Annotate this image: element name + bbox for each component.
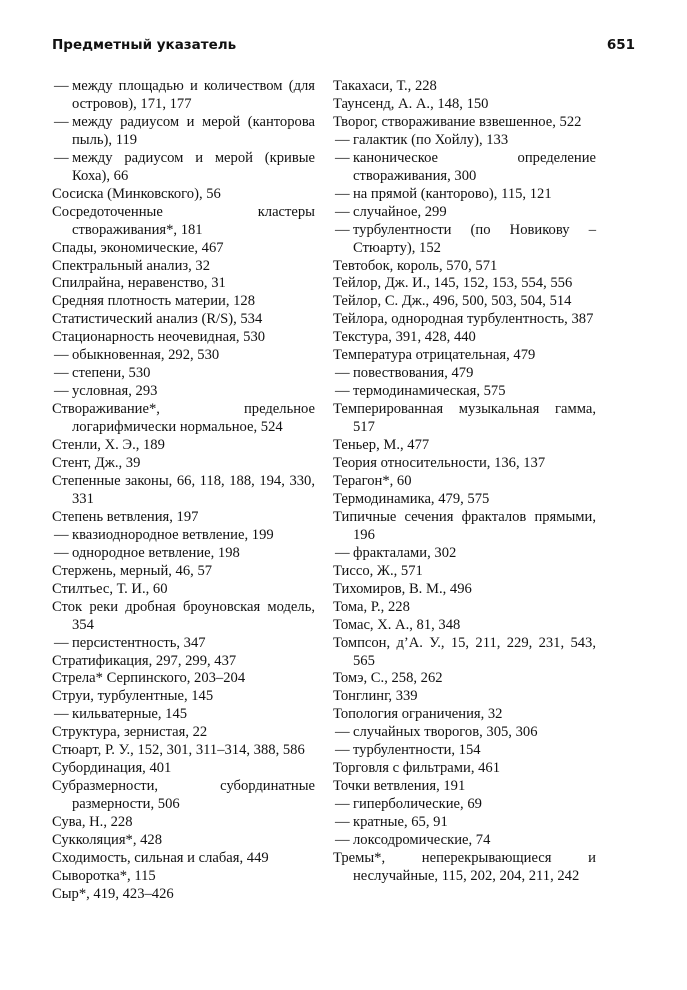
entry-text: Сыворотка*, 115 <box>52 867 156 884</box>
index-entry <box>52 329 315 347</box>
index-entry <box>333 96 596 114</box>
index-entry <box>333 329 596 347</box>
entry-text: Тома, Р., 228 <box>333 598 410 615</box>
subentry-dash: — <box>335 742 350 759</box>
index-entry <box>333 509 596 545</box>
index-entry <box>52 670 315 688</box>
entry-text: Тейлора, однородная турбулентность, 387 <box>333 311 594 328</box>
index-entry <box>52 868 315 886</box>
entry-text: Стратификация, 297, 299, 437 <box>52 652 237 669</box>
entry-text: Створаживание*, предельное логарифмически нормальное, 524 <box>52 401 315 436</box>
entry-text: обыкновенная, 292, 530 <box>72 347 220 364</box>
index-entry <box>333 491 596 509</box>
subentry-dash: — <box>54 544 69 561</box>
entry-text: Степенные законы, 66, 118, 188, 194, 330, 331 <box>52 472 315 507</box>
entry-text: Субординация, 401 <box>52 760 172 777</box>
index-subentry <box>333 742 596 760</box>
index-entry <box>333 293 596 311</box>
entry-text: Спады, экономические, 467 <box>52 239 224 256</box>
subentry-dash: — <box>335 814 350 831</box>
entry-text: Сукколяция*, 428 <box>52 832 163 849</box>
index-subentry <box>333 383 596 401</box>
entry-text: Сток реки дробная броуновская модель, 354 <box>52 598 315 633</box>
index-subentry <box>52 545 315 563</box>
entry-text: Сосиска (Минковского), 56 <box>52 185 221 202</box>
entry-text: Топология ограничения, 32 <box>333 706 503 723</box>
entry-text: персистентность, 347 <box>72 634 206 651</box>
entry-text: условная, 293 <box>72 383 158 400</box>
subentry-dash: — <box>54 526 69 543</box>
index-entry <box>52 688 315 706</box>
subentry-dash: — <box>54 365 69 382</box>
index-entry <box>52 258 315 276</box>
page-number: 651 <box>606 37 635 53</box>
index-subentry <box>52 706 315 724</box>
index-column-left <box>52 78 315 904</box>
index-entry <box>333 706 596 724</box>
index-entry <box>333 401 596 437</box>
index-entry <box>333 311 596 329</box>
entry-text: Стрела* Серпинского, 203–204 <box>52 670 246 687</box>
index-subentry <box>52 347 315 365</box>
entry-text: Тейлор, Дж. И., 145, 152, 153, 554, 556 <box>333 275 573 292</box>
entry-text: Стент, Дж., 39 <box>52 455 141 472</box>
index-subentry <box>333 832 596 850</box>
subentry-dash: — <box>335 832 350 849</box>
entry-text: кильватерные, 145 <box>72 706 188 723</box>
entry-text: Тиссо, Ж., 571 <box>333 562 423 579</box>
entry-text: Такахаси, Т., 228 <box>333 78 437 94</box>
entry-text: между радиусом и мерой (канторова пыль), 119 <box>72 113 315 148</box>
entry-text: гиперболические, 69 <box>353 796 482 813</box>
index-subentry <box>333 796 596 814</box>
index-entry <box>333 114 596 132</box>
index-entry <box>52 886 315 904</box>
entry-text: между площадью и количеством (для островов), 171, 177 <box>72 78 315 112</box>
entry-text: Теория относительности, 136, 137 <box>333 455 546 472</box>
index-entry <box>52 186 315 204</box>
entry-text: повествования, 479 <box>353 365 474 382</box>
entry-text: Сыр*, 419, 423–426 <box>52 885 174 902</box>
index-entry <box>52 581 315 599</box>
index-subentry <box>333 545 596 563</box>
subentry-dash: — <box>335 365 350 382</box>
index-entry <box>52 401 315 437</box>
index-subentry <box>333 150 596 186</box>
index-entry <box>52 778 315 814</box>
index-entry <box>333 437 596 455</box>
index-entry <box>52 563 315 581</box>
entry-text: термодинамическая, 575 <box>353 383 506 400</box>
entry-text: между радиусом и мерой (кривые Коха), 66 <box>72 149 315 184</box>
entry-text: Томпсон, д’А. У., 15, 211, 229, 231, 543, 565 <box>333 634 596 669</box>
index-subentry <box>333 365 596 383</box>
index-subentry <box>52 365 315 383</box>
entry-text: Сува, Н., 228 <box>52 814 133 831</box>
entry-text: Таунсенд, А. А., 148, 150 <box>333 95 489 112</box>
index-entry <box>52 850 315 868</box>
index-entry <box>52 653 315 671</box>
index-entry <box>52 832 315 850</box>
entry-text: Структура, зернистая, 22 <box>52 724 208 741</box>
index-subentry <box>52 635 315 653</box>
subentry-dash: — <box>335 383 350 400</box>
index-entry <box>333 347 596 365</box>
index-entry <box>52 814 315 832</box>
page-title: Предметный указатель <box>52 37 237 53</box>
index-entry <box>52 240 315 258</box>
entry-text: случайных творогов, 305, 306 <box>353 724 538 741</box>
entry-text: Тихомиров, В. М., 496 <box>333 580 472 597</box>
index-subentry <box>52 114 315 150</box>
index-entry <box>52 760 315 778</box>
subentry-dash: — <box>54 78 69 94</box>
subentry-dash: — <box>335 131 350 148</box>
entry-text: Субразмерности, субординатные размерности, 506 <box>52 778 315 813</box>
subentry-dash: — <box>335 185 350 202</box>
index-entry <box>52 204 315 240</box>
entry-text: Степень ветвления, 197 <box>52 508 199 525</box>
entry-text: Томас, Х. А., 81, 348 <box>333 616 461 633</box>
entry-text: Стилтьес, Т. И., 60 <box>52 580 168 597</box>
entry-text: Темперированная музыкальная гамма, 517 <box>333 401 596 436</box>
entry-text: Текстура, 391, 428, 440 <box>333 329 476 346</box>
index-entry <box>333 688 596 706</box>
subentry-dash: — <box>335 724 350 741</box>
index-entry <box>52 473 315 509</box>
entry-text: Теньер, М., 477 <box>333 437 430 454</box>
entry-text: Температура отрицательная, 479 <box>333 347 536 364</box>
subentry-dash: — <box>54 706 69 723</box>
entry-text: Термодинамика, 479, 575 <box>333 490 490 507</box>
index-subentry <box>333 814 596 832</box>
index-entry <box>333 599 596 617</box>
entry-text: квазиоднородное ветвление, 199 <box>72 526 274 543</box>
entry-text: Точки ветвления, 191 <box>333 778 466 795</box>
entry-text: Стюарт, Р. У., 152, 301, 311–314, 388, 586 <box>52 742 305 759</box>
entry-text: Типичные сечения фракталов прямыми, 196 <box>333 508 596 543</box>
index-entry <box>333 455 596 473</box>
index-subentry <box>333 222 596 258</box>
index-subentry <box>52 527 315 545</box>
index-subentry <box>52 383 315 401</box>
index-subentry <box>333 132 596 150</box>
entry-text: Струи, турбулентные, 145 <box>52 688 214 705</box>
entry-text: каноническое определение створаживания, 300 <box>353 149 596 184</box>
entry-text: однородное ветвление, 198 <box>72 544 240 561</box>
entry-text: турбулентности, 154 <box>353 742 481 759</box>
subentry-dash: — <box>54 149 69 166</box>
entry-text: Тейлор, С. Дж., 496, 500, 503, 504, 514 <box>333 293 572 310</box>
index-entry <box>52 724 315 742</box>
entry-text: Творог, створаживание взвешенное, 522 <box>333 113 582 130</box>
entry-text: Томэ, С., 258, 262 <box>333 670 443 687</box>
index-entry <box>333 617 596 635</box>
index-entry <box>52 599 315 635</box>
index-entry <box>52 455 315 473</box>
subentry-dash: — <box>335 203 350 220</box>
index-subentry <box>333 724 596 742</box>
subentry-dash: — <box>54 634 69 651</box>
index-entry <box>333 275 596 293</box>
entry-text: Тевтобок, король, 570, 571 <box>333 257 498 274</box>
index-entry <box>333 760 596 778</box>
index-entry <box>52 509 315 527</box>
index-entry <box>52 293 315 311</box>
subentry-dash: — <box>335 149 350 166</box>
index-entry <box>333 850 596 886</box>
entry-text: степени, 530 <box>72 365 151 382</box>
entry-text: Сходимость, сильная и слабая, 449 <box>52 849 269 866</box>
entry-text: Стационарность неочевидная, 530 <box>52 329 266 346</box>
index-subentry <box>52 78 315 114</box>
entry-text: Терагон*, 60 <box>333 472 412 489</box>
index-entry <box>52 311 315 329</box>
index-entry <box>333 581 596 599</box>
index-entry <box>52 437 315 455</box>
index-entry <box>333 635 596 671</box>
subentry-dash: — <box>54 347 69 364</box>
entry-text: Стержень, мерный, 46, 57 <box>52 562 213 579</box>
entry-text: турбулентности (по Новикову – Стюарту), 152 <box>353 221 596 256</box>
index-entry <box>52 275 315 293</box>
page-header <box>52 33 635 57</box>
entry-text: Средняя плотность материи, 128 <box>52 293 256 310</box>
index-subentry <box>333 186 596 204</box>
entry-text: галактик (по Хойлу), 133 <box>353 131 509 148</box>
subentry-dash: — <box>335 221 350 238</box>
index-subentry <box>333 204 596 222</box>
index-subentry <box>52 150 315 186</box>
entry-text: Спилрайна, неравенство, 31 <box>52 275 226 292</box>
entry-text: Стенли, Х. Э., 189 <box>52 437 165 454</box>
subentry-dash: — <box>54 383 69 400</box>
index-column-right <box>333 78 596 886</box>
index-entry <box>333 473 596 491</box>
index-entry <box>333 778 596 796</box>
entry-text: на прямой (канторово), 115, 121 <box>353 185 552 202</box>
entry-text: Торговля с фильтрами, 461 <box>333 760 501 777</box>
entry-text: Тонглинг, 339 <box>333 688 418 705</box>
entry-text: Статистический анализ (R/S), 534 <box>52 311 263 328</box>
subentry-dash: — <box>54 113 69 130</box>
index-entry <box>52 742 315 760</box>
index-entry <box>333 563 596 581</box>
entry-text: Спектральный анализ, 32 <box>52 257 211 274</box>
index-entry <box>333 78 596 96</box>
entry-text: фракталами, 302 <box>353 544 457 561</box>
entry-text: Сосредоточенные кластеры створаживания*, 181 <box>52 203 315 238</box>
index-entry <box>333 670 596 688</box>
entry-text: Тремы*, неперекрывающиеся и неслучайные, 115, 202, 204, 211, 242 <box>333 849 596 884</box>
index-entry <box>333 258 596 276</box>
entry-text: кратные, 65, 91 <box>353 814 448 831</box>
subentry-dash: — <box>335 544 350 561</box>
subentry-dash: — <box>335 796 350 813</box>
entry-text: случайное, 299 <box>353 203 447 220</box>
entry-text: локсодромические, 74 <box>353 832 491 849</box>
